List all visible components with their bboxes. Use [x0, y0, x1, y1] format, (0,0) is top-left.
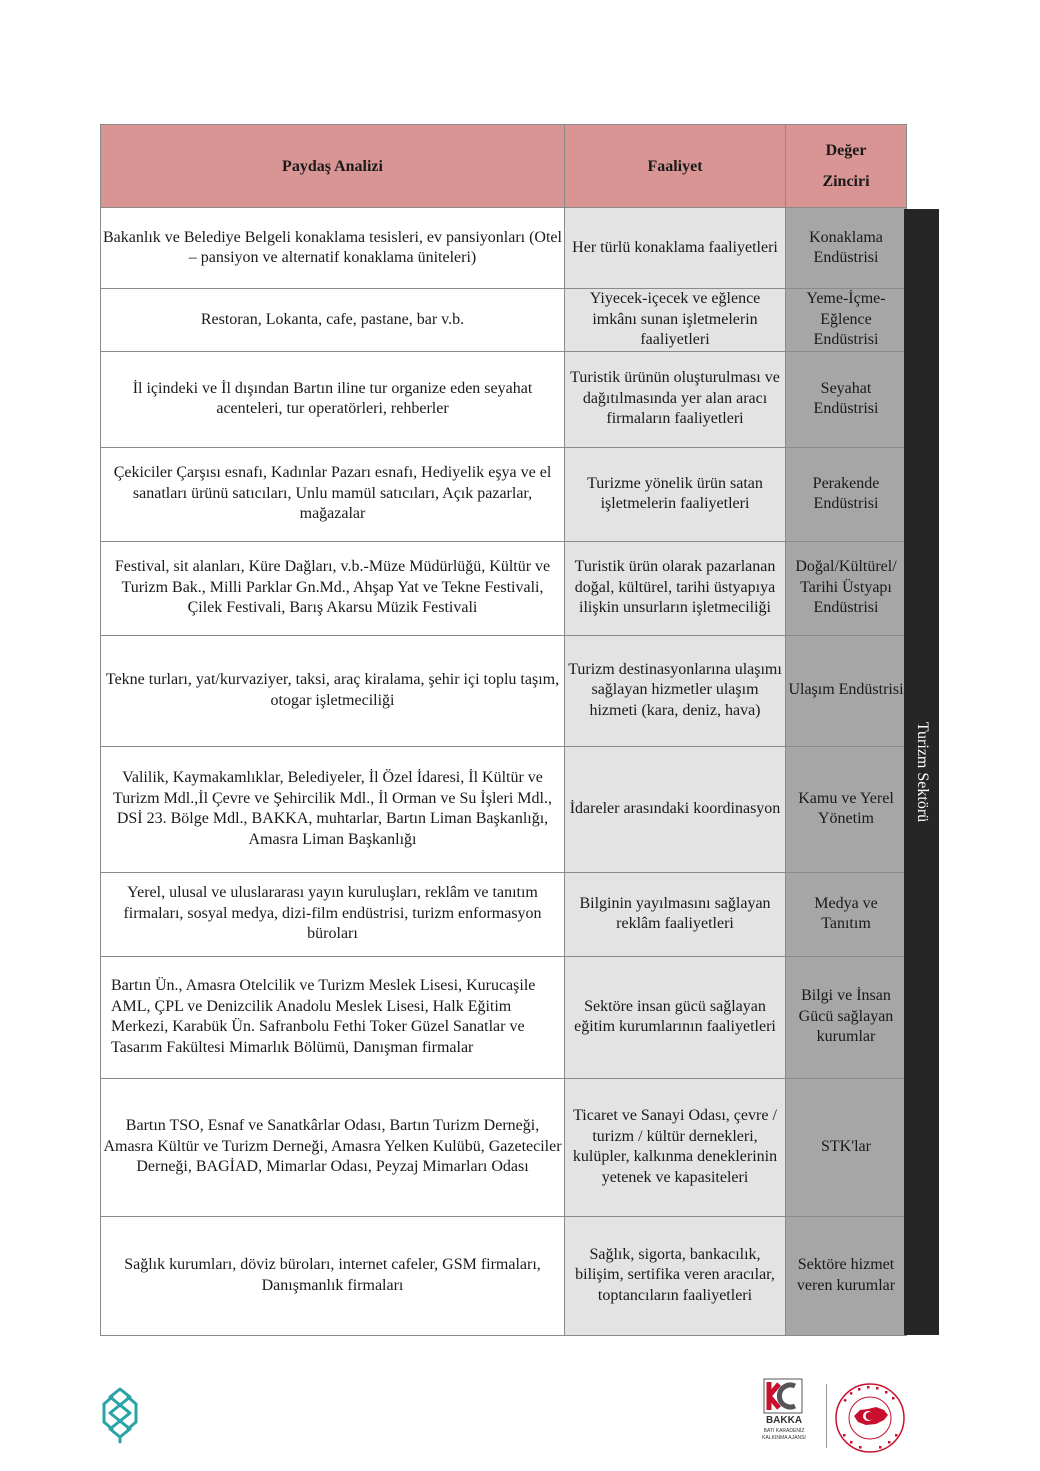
stakeholder-cell: Bartın TSO, Esnaf ve Sanatkârlar Odası, Bartın Turizm Derneği, Amasra Kültür ve Turizm Derneği, Amasra Yelken Kulübü, Gazeteciler Derneği, BAGİAD, Mimarlar Odası, Peyzaj Mimarları Odası: [101, 1078, 565, 1216]
stakeholder-analysis-table: [100, 124, 907, 1336]
value-chain-cell: Doğal/Kültürel/ Tarihi Üstyapı Endüstrisi: [786, 541, 907, 635]
value-chain-cell: Medya ve Tanıtım: [786, 872, 907, 956]
stakeholder-cell: Festival, sit alanları, Küre Dağları, v.b.-Müze Müdürlüğü, Kültür ve Turizm Bak., Milli Parklar Gn.Md., Ahşap Yat ve Tekne Festivali, Çilek Festivali, Barış Akarsu Müzik Festivali: [101, 541, 565, 635]
header-value-chain-line1: Değer: [825, 142, 867, 159]
table-row: [101, 1216, 907, 1335]
stakeholder-cell: Bartın Ün., Amasra Otelcilik ve Turizm Meslek Lisesi, Kurucaşile AML, ÇPL ve Denizcilik Anadolu Meslek Lisesi, Halk Eğitim Merkezi, Karabük Ün. Safranbolu Fethi Toker Güzel Sanatlar ve Tasarım Fakültesi Mimarlık Bölümü, Danışman firmalar: [101, 956, 565, 1078]
activity-cell: Ticaret ve Sanayi Odası, çevre / turizm / kültür dernekleri, kulüpler, kalkınma deneklerinin yetenek ve kapasiteleri: [565, 1078, 786, 1216]
activity-cell: Turistik ürün olarak pazarlanan doğal, kültürel, tarihi üstyapıya ilişkin unsurların işletmeciliği: [565, 541, 786, 635]
value-chain-cell: Bilgi ve İnsan Gücü sağlayan kurumlar: [786, 956, 907, 1078]
table-row: [101, 289, 907, 352]
bakka-mark-icon: [763, 1378, 803, 1414]
stakeholder-cell: İl içindeki ve İl dışından Bartın iline tur organize eden seyahat acenteleri, tur operatörleri, rehberler: [101, 351, 565, 447]
table-row: [101, 447, 907, 541]
activity-cell: Turizm destinasyonlarına ulaşımı sağlayan hizmetler ulaşım hizmeti (kara, deniz, hava): [565, 635, 786, 746]
value-chain-cell: Perakende Endüstrisi: [786, 447, 907, 541]
stakeholder-cell: Valilik, Kaymakamlıklar, Belediyeler, İl Özel İdaresi, İl Kültür ve Turizm Mdl.,İl Çevre ve Şehircilik Mdl., İl Orman ve Su İşleri Mdl., DSİ 23. Bölge Mdl., BAKKA, muhtarlar, Bartın Liman Başkanlığı, Amasra Liman Başkanlığı: [101, 746, 565, 872]
header-activity: Faaliyet: [565, 125, 786, 208]
header-value-chain: [786, 125, 907, 208]
value-chain-cell: Kamu ve Yerel Yönetim: [786, 746, 907, 872]
stakeholder-cell: Restoran, Lokanta, cafe, pastane, bar v.b.: [101, 289, 565, 352]
table-row: [101, 541, 907, 635]
bakka-subtitle: [748, 1428, 820, 1442]
table-row: [101, 872, 907, 956]
table-row: [101, 351, 907, 447]
stakeholder-cell: Sağlık kurumları, döviz büroları, internet cafeler, GSM firmaları, Danışmanlık firmaları: [101, 1216, 565, 1335]
activity-cell: Yiyecek-içecek ve eğlence imkânı sunan işletmelerin faaliyetleri: [565, 289, 786, 352]
table-row: [101, 1078, 907, 1216]
activity-cell: Turistik ürünün oluşturulması ve dağıtılmasında yer alan aracı firmaların faaliyetleri: [565, 351, 786, 447]
table-row: [101, 208, 907, 289]
value-chain-cell: Yeme-İçme-Eğlence Endüstrisi: [786, 289, 907, 352]
sector-label: Turizm Sektörü: [913, 721, 931, 823]
table-row: [101, 635, 907, 746]
activity-cell: İdareler arasındaki koordinasyon: [565, 746, 786, 872]
bakka-logo: [748, 1378, 820, 1452]
ornament-knot-icon: [100, 1386, 140, 1444]
header-value-chain-line2: Zinciri: [822, 173, 870, 190]
value-chain-cell: STK'lar: [786, 1078, 907, 1216]
table-row: [101, 956, 907, 1078]
activity-cell: Sektöre insan gücü sağlayan eğitim kurumlarının faaliyetleri: [565, 956, 786, 1078]
value-chain-cell: Ulaşım Endüstrisi: [786, 635, 907, 746]
value-chain-cell: Seyahat Endüstrisi: [786, 351, 907, 447]
header-stakeholder: Paydaş Analizi: [101, 125, 565, 208]
stakeholder-cell: Çekiciler Çarşısı esnafı, Kadınlar Pazarı esnafı, Hediyelik eşya ve el sanatları ürünü satıcıları, Unlu mamül satıcıları, Açık pazarlar, mağazalar: [101, 447, 565, 541]
activity-cell: Turizme yönelik ürün satan işletmelerin faaliyetleri: [565, 447, 786, 541]
logo-divider: [826, 1384, 827, 1448]
bakka-name: BAKKA: [765, 1415, 803, 1426]
activity-cell: Sağlık, sigorta, bankacılık, bilişim, sertifika veren aracılar, toptancıların faaliyetleri: [565, 1216, 786, 1335]
value-chain-cell: Sektöre hizmet veren kurumlar: [786, 1216, 907, 1335]
bakka-subtitle-line1: BATI KARADENİZ: [763, 1428, 805, 1434]
value-chain-cell: Konaklama Endüstrisi: [786, 208, 907, 289]
stakeholder-cell: Bakanlık ve Belediye Belgeli konaklama tesisleri, ev pansiyonları (Otel – pansiyon ve alternatif konaklama üniteleri): [101, 208, 565, 289]
stakeholder-cell: Yerel, ulusal ve uluslararası yayın kuruluşları, reklâm ve tanıtım firmaları, sosyal medya, dizi-film endüstrisi, turizm enformasyon büroları: [101, 872, 565, 956]
sector-side-bar: [904, 209, 939, 1335]
table-row: [101, 746, 907, 872]
table-header-row: [101, 125, 907, 208]
bakka-subtitle-line2: KALKINMA AJANSI: [762, 1435, 806, 1441]
stakeholder-cell: Tekne turları, yat/kurvaziyer, taksi, araç kiralama, şehir içi toplu taşım, otogar işletmeciliği: [101, 635, 565, 746]
activity-cell: Her türlü konaklama faaliyetleri: [565, 208, 786, 289]
activity-cell: Bilginin yayılmasını sağlayan reklâm faaliyetleri: [565, 872, 786, 956]
ministry-seal-icon: [834, 1382, 906, 1454]
